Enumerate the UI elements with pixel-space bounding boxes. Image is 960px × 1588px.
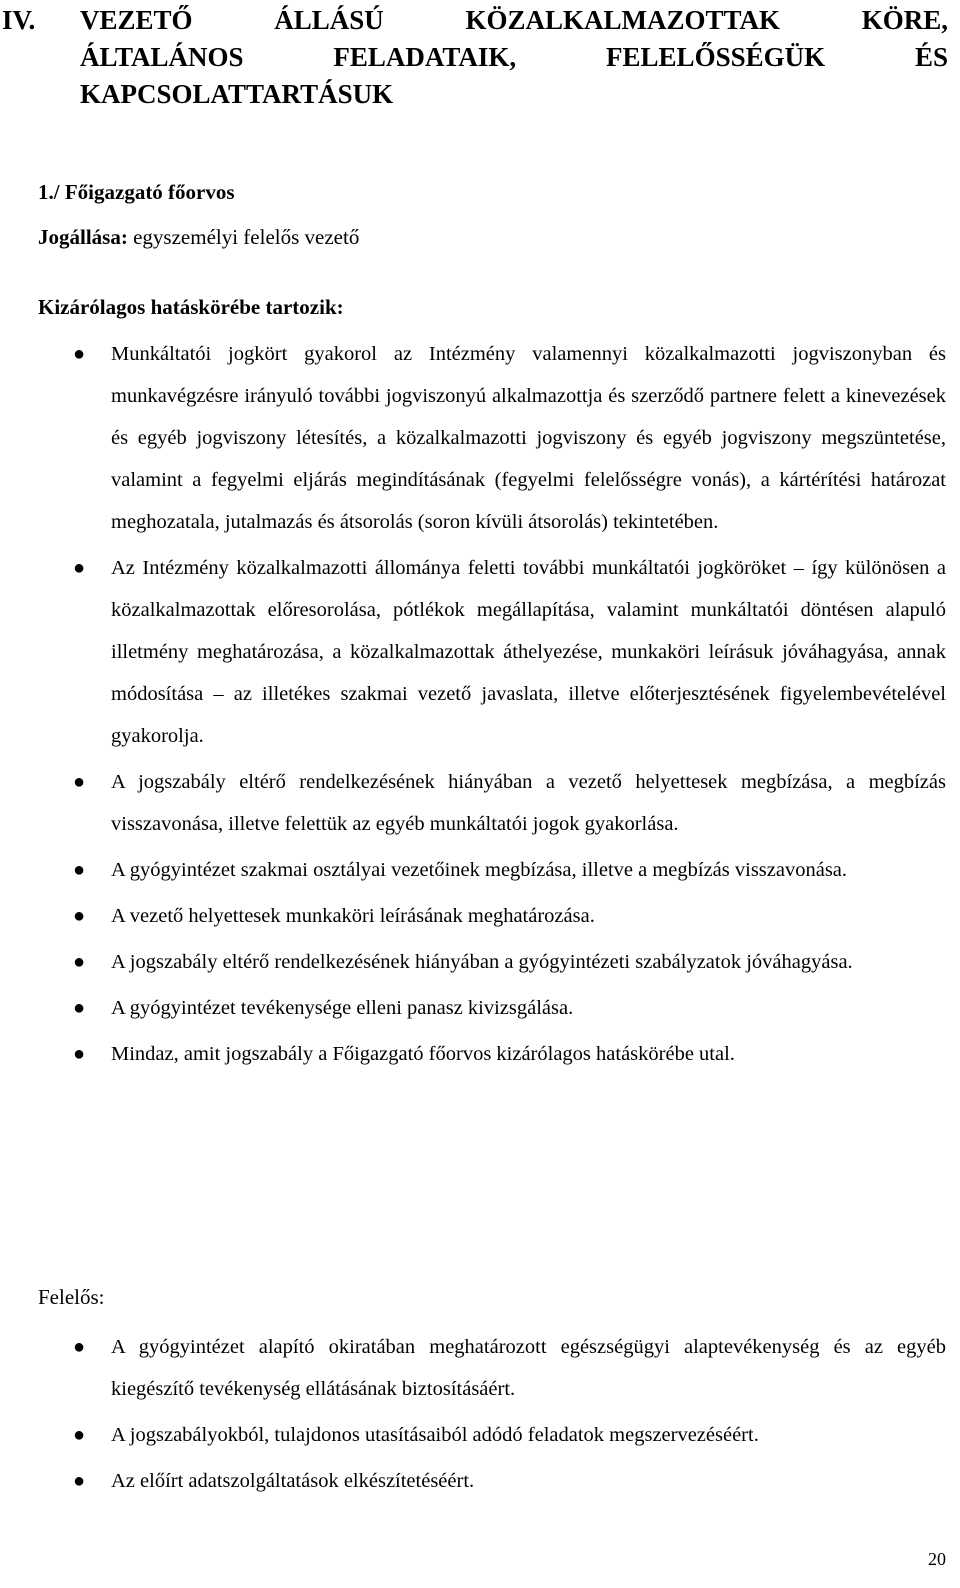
bullet-icon: ● bbox=[73, 997, 86, 1019]
legal-status bbox=[38, 223, 359, 251]
bullet-icon: ● bbox=[73, 859, 86, 881]
heading-line-3: KAPCSOLATTARTÁSUK bbox=[80, 79, 394, 109]
bullet-icon: ● bbox=[73, 557, 86, 579]
list-item: ● Mindaz, amit jogszabály a Főigazgató főorvos kizárólagos hatáskörébe utal. bbox=[38, 1033, 946, 1075]
list-item: ● A gyógyintézet alapító okiratában meghatározott egészségügyi alaptevékenység és az egyéb kiegészítő tevékenység ellátásának biztosításáért. bbox=[38, 1326, 946, 1410]
responsible-list bbox=[38, 1326, 946, 1506]
heading-line-1: IV. VEZETŐ ÁLLÁSÚ KÖZALKALMAZOTTAK KÖRE, bbox=[2, 2, 948, 39]
list-item: ● Az előírt adatszolgáltatások elkészítetéséért. bbox=[38, 1460, 946, 1502]
exclusive-competence-list bbox=[38, 333, 946, 1079]
exclusive-competence-title: Kizárólagos hatáskörébe tartozik: bbox=[38, 295, 344, 319]
page-number: 20 bbox=[928, 1549, 946, 1569]
bullet-icon: ● bbox=[73, 343, 86, 365]
bullet-icon: ● bbox=[73, 951, 86, 973]
heading-line-2: ÁLTALÁNOS FELADATAIK, FELELŐSSÉGÜK ÉS bbox=[80, 42, 948, 72]
section-title: 1./ Főigazgató főorvos bbox=[38, 180, 235, 204]
bullet-icon: ● bbox=[73, 1470, 86, 1492]
list-item: ● Munkáltatói jogkört gyakorol az Intézmény valamennyi közalkalmazotti jogviszonyban és munkavégzésre irányuló további jogviszonyú alkalmazottja és szerződő partnere felett a kinevezések és egyéb jogviszony létesítés, a közalkalmazotti jogviszony és egyéb jogviszony megszüntetése, valamint a fegyelmi eljárás megindításának (fegyelmi felelősségre vonás), a kártérítési határozat meghozatala, jutalmazás és átsorolás (soron kívüli átsorolás) tekintetében. bbox=[38, 333, 946, 543]
bullet-icon: ● bbox=[73, 1424, 86, 1446]
list-item: ● A gyógyintézet szakmai osztályai vezetőinek megbízása, illetve a megbízás visszavonása. bbox=[38, 849, 946, 891]
list-item: ● A jogszabály eltérő rendelkezésének hiányában a vezető helyettesek megbízása, a megbízás visszavonása, illetve felettük az egyéb munkáltatói jogok gyakorlása. bbox=[38, 761, 946, 845]
legal-status-label: Jogállása: bbox=[38, 225, 128, 249]
bullet-icon: ● bbox=[73, 771, 86, 793]
list-item: ● A gyógyintézet tevékenysége elleni panasz kivizsgálása. bbox=[38, 987, 946, 1029]
chapter-heading bbox=[2, 2, 948, 113]
list-item: ● Az Intézmény közalkalmazotti állománya feletti további munkáltatói jogköröket – így különösen a közalkalmazottak előresorolása, pótlékok megállapítása, valamint munkáltatói döntésen alapuló illetmény meghatározása, a közalkalmazottak áthelyezése, munkaköri leírásuk jóváhagyása, annak módosítása – az illetékes szakmai vezető javaslata, illetve előterjesztésének figyelembevételével gyakorolja. bbox=[38, 547, 946, 757]
list-item: ● A vezető helyettesek munkaköri leírásának meghatározása. bbox=[38, 895, 946, 937]
bullet-icon: ● bbox=[73, 905, 86, 927]
list-item: ● A jogszabály eltérő rendelkezésének hiányában a gyógyintézeti szabályzatok jóváhagyása. bbox=[38, 941, 946, 983]
legal-status-value: egyszemélyi felelős vezető bbox=[127, 225, 360, 249]
bullet-icon: ● bbox=[73, 1043, 86, 1065]
bullet-icon: ● bbox=[73, 1336, 86, 1358]
responsible-title: Felelős: bbox=[38, 1285, 105, 1309]
list-item: ● A jogszabályokból, tulajdonos utasításaiból adódó feladatok megszervezéséért. bbox=[38, 1414, 946, 1456]
heading-number: IV. bbox=[2, 5, 36, 35]
